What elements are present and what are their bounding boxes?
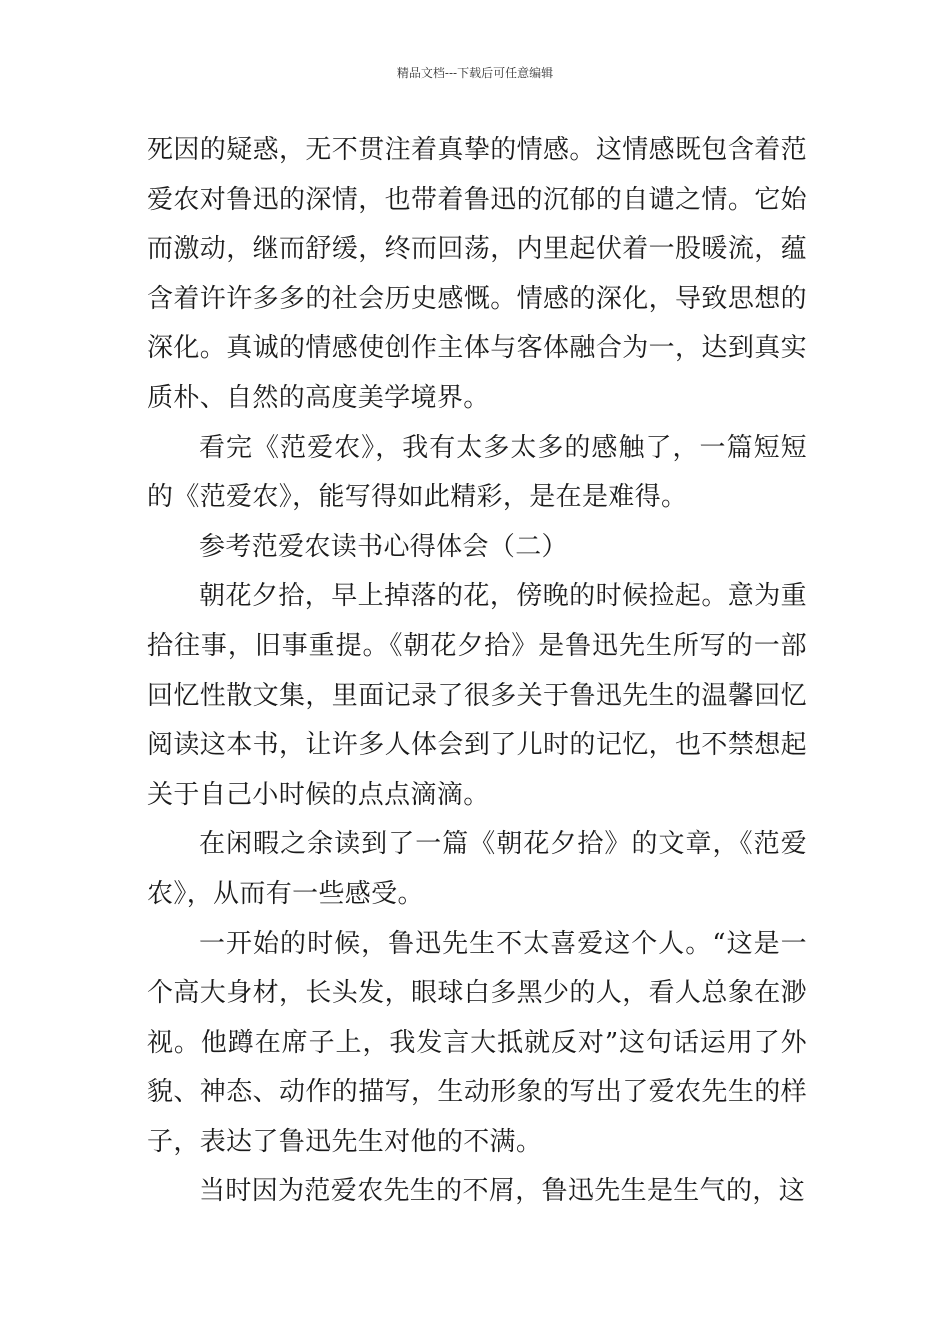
paragraph-continuation: 死因的疑惑，无不贯注着真挚的情感。这情感既包含着范爱农对鲁迅的深情，也带着鲁迅的沉郁的自谴之情。它始而激动，继而舒缓，终而回荡，内里起伏着一股暖流，蕴含着许许多多的社会历史感慨。情感的深化，导致思想的深化。真诚的情感使创作主体与客体融合为一，达到真实质朴、自然的高度美学境界。: [147, 135, 807, 413]
paragraph: 一开始的时候，鲁迅先生不太喜爱这个人。“这是一个高大身材，长头发，眼球白多黑少的人，看人总象在渺视。他蹲在席子上，我发言大抵就反对”这句话运用了外貌、神态、动作的描写，生动形象的写出了爱农先生的样子，表达了鲁迅先生对他的不满。: [147, 928, 807, 1157]
paragraph: 在闲暇之余读到了一篇《朝花夕拾》的文章，《范爱农》，从而有一些感受。: [147, 829, 807, 909]
paragraph: 看完《范爱农》，我有太多太多的感触了，一篇短短的《范爱农》，能写得如此精彩，是在是难得。: [147, 432, 807, 513]
page-header: 精品文档---下载后可任意编辑: [396, 66, 554, 80]
paragraph: 朝花夕拾，早上掉落的花，傍晚的时候捡起。意为重拾往事，旧事重提。《朝花夕拾》是鲁迅先生所写的一部回忆性散文集，里面记录了很多关于鲁迅先生的温馨回忆阅读这本书，让许多人体会到了儿时的记忆，也不禁想起关于自己小时候的点点滴滴。: [147, 581, 807, 810]
section-heading: 参考范爱农读书心得体会（二）: [199, 531, 568, 562]
document-body: [147, 126, 807, 1217]
paragraph-partial: 当时因为范爱农先生的不屑，鲁迅先生是生气的，这: [199, 1176, 806, 1207]
